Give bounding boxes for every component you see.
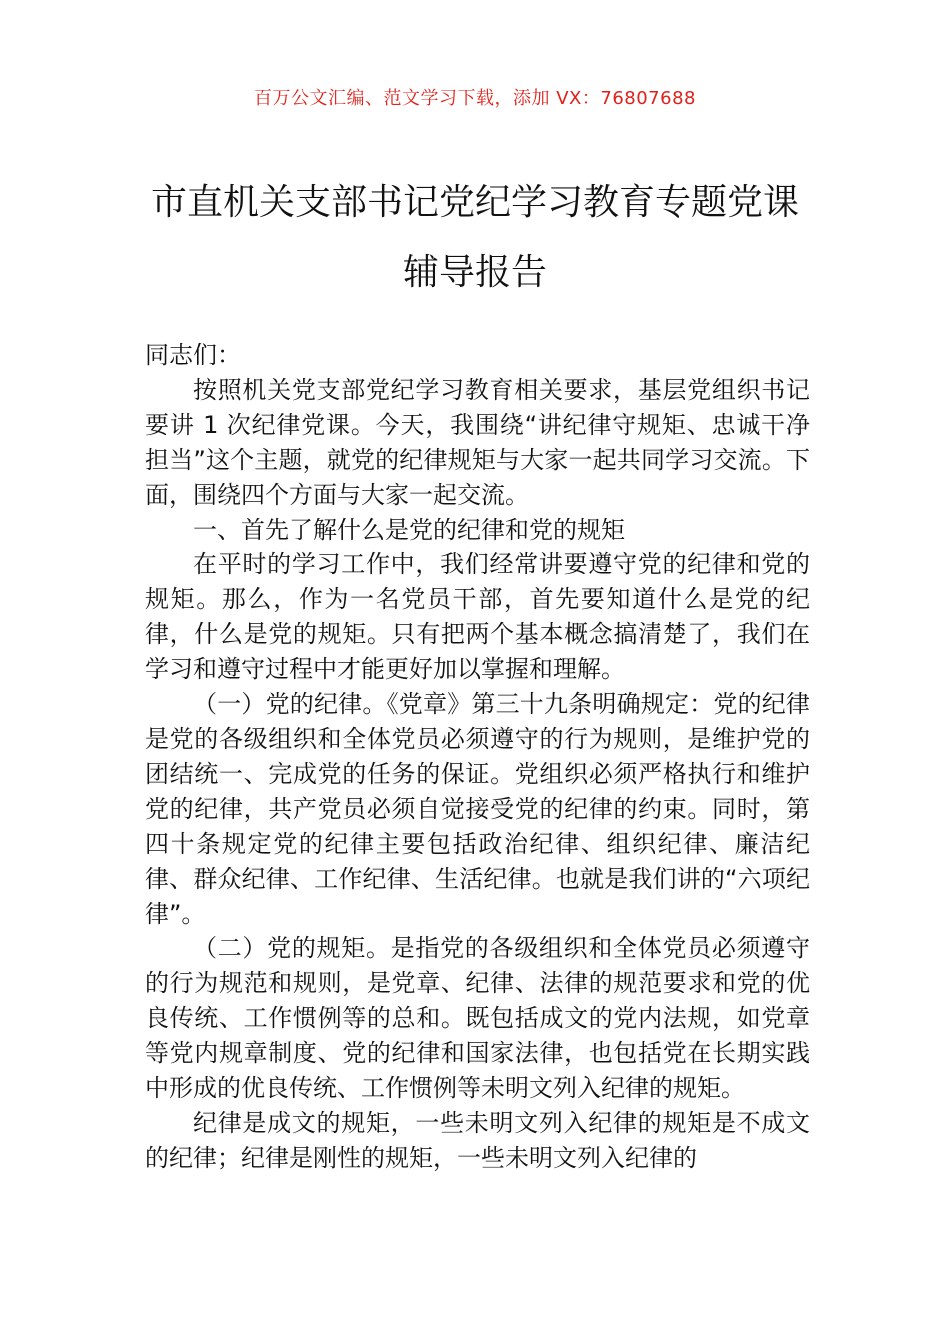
paragraph: 按照机关党支部党纪学习教育相关要求，基层党组织书记要讲 1 次纪律党课。今天，我围绕“讲纪律守规矩、忠诚干净担当”这个主题，就党的纪律规矩与大家一起共同学习交流。下面，围绕四个方面与大家一起交流。 — [145, 375, 810, 509]
greeting: 同志们： — [145, 341, 241, 369]
document-title-line-2: 辅导报告 — [402, 252, 547, 293]
paragraph: （二）党的规矩。是指党的各级组织和全体党员必须遵守的行为规范和规则，是党章、纪律、法律的规范要求和党的优良传统、工作惯例等的总和。既包括成文的党内法规，如党章等党内规章制度、党的纪律和国家法律，也包括党在长期实践中形成的优良传统、工作惯例等未明文列入纪律的规矩。 — [145, 934, 810, 1103]
paragraph: 纪律是成文的规矩，一些未明文列入纪律的规矩是不成文的纪律；纪律是刚性的规矩，一些未明文列入纪律的 — [145, 1108, 810, 1172]
document-body — [145, 338, 810, 1176]
section-heading: 一、首先了解什么是党的纪律和党的规矩 — [193, 515, 625, 544]
document-title-line-1: 市直机关支部书记党纪学习教育专题党课 — [150, 182, 799, 223]
header-note: 百万公文汇编、范文学习下载，添加 VX：76807688 — [254, 88, 696, 109]
paragraph: （一）党的纪律。《党章》第三十九条明确规定：党的纪律是党的各级组织和全体党员必须遵守的行为规则，是维护党的团结统一、完成党的任务的保证。党组织必须严格执行和维护党的纪律，共产党员必须自觉接受党的纪律的约束。同时，第四十条规定党的纪律主要包括政治纪律、组织纪律、廉洁纪律、群众纪律、工作纪律、生活纪律。也就是我们讲的“六项纪律”。 — [145, 690, 810, 928]
paragraph: 在平时的学习工作中，我们经常讲要遵守党的纪律和党的规矩。那么，作为一名党员干部，首先要知道什么是党的纪律，什么是党的规矩。只有把两个基本概念搞清楚了，我们在学习和遵守过程中才能更好加以掌握和理解。 — [145, 550, 810, 684]
